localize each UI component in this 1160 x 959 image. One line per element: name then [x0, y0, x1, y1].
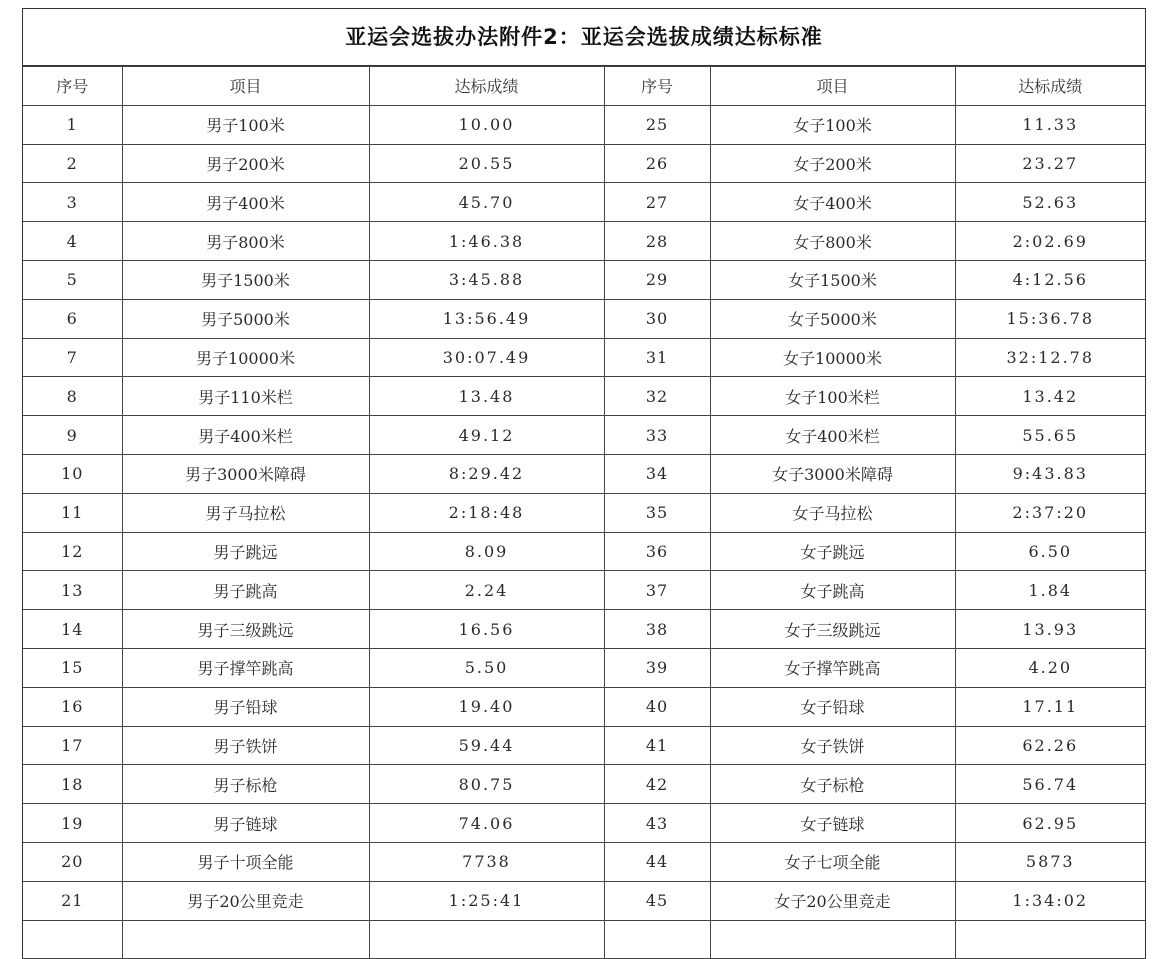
header-result: 达标成绩 — [369, 67, 604, 106]
cell-no-right: 41 — [604, 726, 710, 765]
cell-result: 30:07.49 — [369, 338, 604, 377]
cell-no-right: 31 — [604, 338, 710, 377]
cell-no: 15 — [23, 648, 122, 687]
cell-empty — [23, 920, 122, 959]
cell-event: 男子1500米 — [122, 260, 369, 299]
cell-no: 8 — [23, 377, 122, 416]
cell-event: 男子100米 — [122, 105, 369, 144]
cell-result: 2:18:48 — [369, 493, 604, 532]
table-row — [23, 881, 1145, 920]
cell-no-right: 36 — [604, 532, 710, 571]
cell-result: 19.40 — [369, 687, 604, 726]
cell-event: 男子铁饼 — [122, 726, 369, 765]
cell-result-right: 2:02.69 — [955, 222, 1145, 261]
table-row — [23, 299, 1145, 338]
cell-no-right: 38 — [604, 610, 710, 649]
cell-event: 男子3000米障碍 — [122, 454, 369, 493]
table-row — [23, 183, 1145, 222]
cell-result-right: 52.63 — [955, 183, 1145, 222]
cell-event: 男子三级跳远 — [122, 610, 369, 649]
cell-result-right: 62.26 — [955, 726, 1145, 765]
cell-empty — [122, 920, 369, 959]
cell-no: 21 — [23, 881, 122, 920]
cell-no: 5 — [23, 260, 122, 299]
cell-no-right: 33 — [604, 416, 710, 455]
cell-empty — [955, 920, 1145, 959]
table-row — [23, 804, 1145, 843]
table-row — [23, 765, 1145, 804]
table-row — [23, 144, 1145, 183]
cell-no: 12 — [23, 532, 122, 571]
header-result-right: 达标成绩 — [955, 67, 1145, 106]
table-row — [23, 726, 1145, 765]
cell-event: 男子铅球 — [122, 687, 369, 726]
cell-result: 13.48 — [369, 377, 604, 416]
header-no-right: 序号 — [604, 67, 710, 106]
table-row — [23, 842, 1145, 881]
cell-result: 74.06 — [369, 804, 604, 843]
cell-no: 11 — [23, 493, 122, 532]
cell-event: 男子400米栏 — [122, 416, 369, 455]
table-row — [23, 260, 1145, 299]
cell-no: 6 — [23, 299, 122, 338]
cell-result: 7738 — [369, 842, 604, 881]
cell-event-right: 女子10000米 — [710, 338, 955, 377]
cell-no: 2 — [23, 144, 122, 183]
cell-no-right: 35 — [604, 493, 710, 532]
cell-result-right: 56.74 — [955, 765, 1145, 804]
cell-event: 男子跳高 — [122, 571, 369, 610]
cell-event-right: 女子七项全能 — [710, 842, 955, 881]
cell-event: 男子十项全能 — [122, 842, 369, 881]
cell-event-right: 女子20公里竞走 — [710, 881, 955, 920]
cell-result: 1:46.38 — [369, 222, 604, 261]
cell-empty — [604, 920, 710, 959]
cell-no: 4 — [23, 222, 122, 261]
header-no: 序号 — [23, 67, 122, 106]
cell-result: 10.00 — [369, 105, 604, 144]
table-row — [23, 454, 1145, 493]
cell-no: 3 — [23, 183, 122, 222]
cell-result: 3:45.88 — [369, 260, 604, 299]
cell-event-right: 女子200米 — [710, 144, 955, 183]
cell-result-right: 4.20 — [955, 648, 1145, 687]
cell-no: 20 — [23, 842, 122, 881]
cell-event-right: 女子三级跳远 — [710, 610, 955, 649]
cell-no-right: 32 — [604, 377, 710, 416]
cell-no-right: 30 — [604, 299, 710, 338]
table-row — [23, 222, 1145, 261]
cell-event-right: 女子铅球 — [710, 687, 955, 726]
cell-no-right: 28 — [604, 222, 710, 261]
cell-no: 17 — [23, 726, 122, 765]
cell-event: 男子800米 — [122, 222, 369, 261]
cell-no: 10 — [23, 454, 122, 493]
cell-event-right: 女子撑竿跳高 — [710, 648, 955, 687]
table-row — [23, 105, 1145, 144]
cell-result: 20.55 — [369, 144, 604, 183]
cell-result-right: 62.95 — [955, 804, 1145, 843]
cell-result-right: 17.11 — [955, 687, 1145, 726]
cell-result: 59.44 — [369, 726, 604, 765]
cell-no-right: 34 — [604, 454, 710, 493]
cell-result-right: 4:12.56 — [955, 260, 1145, 299]
cell-result-right: 6.50 — [955, 532, 1145, 571]
cell-result: 2.24 — [369, 571, 604, 610]
document-title: 亚运会选拔办法附件2：亚运会选拔成绩达标标准 — [23, 9, 1145, 66]
cell-event: 男子马拉松 — [122, 493, 369, 532]
cell-event: 男子链球 — [122, 804, 369, 843]
cell-event-right: 女子跳远 — [710, 532, 955, 571]
cell-no: 1 — [23, 105, 122, 144]
cell-result: 8:29.42 — [369, 454, 604, 493]
cell-result-right: 2:37:20 — [955, 493, 1145, 532]
header-row — [23, 67, 1145, 106]
cell-event-right: 女子800米 — [710, 222, 955, 261]
cell-event-right: 女子3000米障碍 — [710, 454, 955, 493]
cell-event: 男子5000米 — [122, 299, 369, 338]
cell-no: 9 — [23, 416, 122, 455]
cell-event-right: 女子1500米 — [710, 260, 955, 299]
table-row — [23, 687, 1145, 726]
cell-empty — [710, 920, 955, 959]
cell-result: 16.56 — [369, 610, 604, 649]
cell-event-right: 女子标枪 — [710, 765, 955, 804]
cell-no-right: 40 — [604, 687, 710, 726]
standards-table — [23, 66, 1145, 959]
cell-event-right: 女子100米栏 — [710, 377, 955, 416]
cell-event-right: 女子马拉松 — [710, 493, 955, 532]
cell-no-right: 45 — [604, 881, 710, 920]
cell-no: 7 — [23, 338, 122, 377]
table-row — [23, 571, 1145, 610]
cell-result-right: 1.84 — [955, 571, 1145, 610]
table-row — [23, 416, 1145, 455]
header-event: 项目 — [122, 67, 369, 106]
cell-event: 男子撑竿跳高 — [122, 648, 369, 687]
cell-event: 男子400米 — [122, 183, 369, 222]
cell-event: 男子跳远 — [122, 532, 369, 571]
cell-result: 1:25:41 — [369, 881, 604, 920]
cell-result-right: 55.65 — [955, 416, 1145, 455]
cell-result: 13:56.49 — [369, 299, 604, 338]
cell-result: 45.70 — [369, 183, 604, 222]
cell-event-right: 女子400米栏 — [710, 416, 955, 455]
cell-result: 5.50 — [369, 648, 604, 687]
table-row — [23, 493, 1145, 532]
header-event-right: 项目 — [710, 67, 955, 106]
cell-result-right: 5873 — [955, 842, 1145, 881]
cell-event: 男子10000米 — [122, 338, 369, 377]
cell-no-right: 44 — [604, 842, 710, 881]
cell-no: 19 — [23, 804, 122, 843]
cell-no-right: 37 — [604, 571, 710, 610]
cell-result: 80.75 — [369, 765, 604, 804]
cell-no-right: 29 — [604, 260, 710, 299]
table-row — [23, 377, 1145, 416]
cell-no-right: 39 — [604, 648, 710, 687]
cell-event-right: 女子400米 — [710, 183, 955, 222]
cell-event-right: 女子链球 — [710, 804, 955, 843]
cell-result-right: 13.93 — [955, 610, 1145, 649]
table-row — [23, 610, 1145, 649]
cell-result-right: 23.27 — [955, 144, 1145, 183]
cell-result-right: 13.42 — [955, 377, 1145, 416]
cell-no-right: 43 — [604, 804, 710, 843]
cell-event: 男子20公里竞走 — [122, 881, 369, 920]
cell-result-right: 32:12.78 — [955, 338, 1145, 377]
cell-result-right: 15:36.78 — [955, 299, 1145, 338]
cell-result-right: 1:34:02 — [955, 881, 1145, 920]
cell-event-right: 女子铁饼 — [710, 726, 955, 765]
cell-event-right: 女子100米 — [710, 105, 955, 144]
cell-no-right: 42 — [604, 765, 710, 804]
table-row — [23, 648, 1145, 687]
table-row-partial — [23, 920, 1145, 959]
cell-empty — [369, 920, 604, 959]
cell-event: 男子200米 — [122, 144, 369, 183]
cell-no-right: 26 — [604, 144, 710, 183]
cell-result: 8.09 — [369, 532, 604, 571]
cell-result-right: 9:43.83 — [955, 454, 1145, 493]
cell-no-right: 27 — [604, 183, 710, 222]
table-row — [23, 532, 1145, 571]
cell-no: 13 — [23, 571, 122, 610]
cell-no: 18 — [23, 765, 122, 804]
cell-result-right: 11.33 — [955, 105, 1145, 144]
cell-no-right: 25 — [604, 105, 710, 144]
cell-result: 49.12 — [369, 416, 604, 455]
table-body — [23, 105, 1145, 959]
cell-event-right: 女子跳高 — [710, 571, 955, 610]
cell-event: 男子110米栏 — [122, 377, 369, 416]
cell-event: 男子标枪 — [122, 765, 369, 804]
cell-no: 14 — [23, 610, 122, 649]
standards-table-document — [22, 8, 1146, 959]
cell-event-right: 女子5000米 — [710, 299, 955, 338]
cell-no: 16 — [23, 687, 122, 726]
table-row — [23, 338, 1145, 377]
